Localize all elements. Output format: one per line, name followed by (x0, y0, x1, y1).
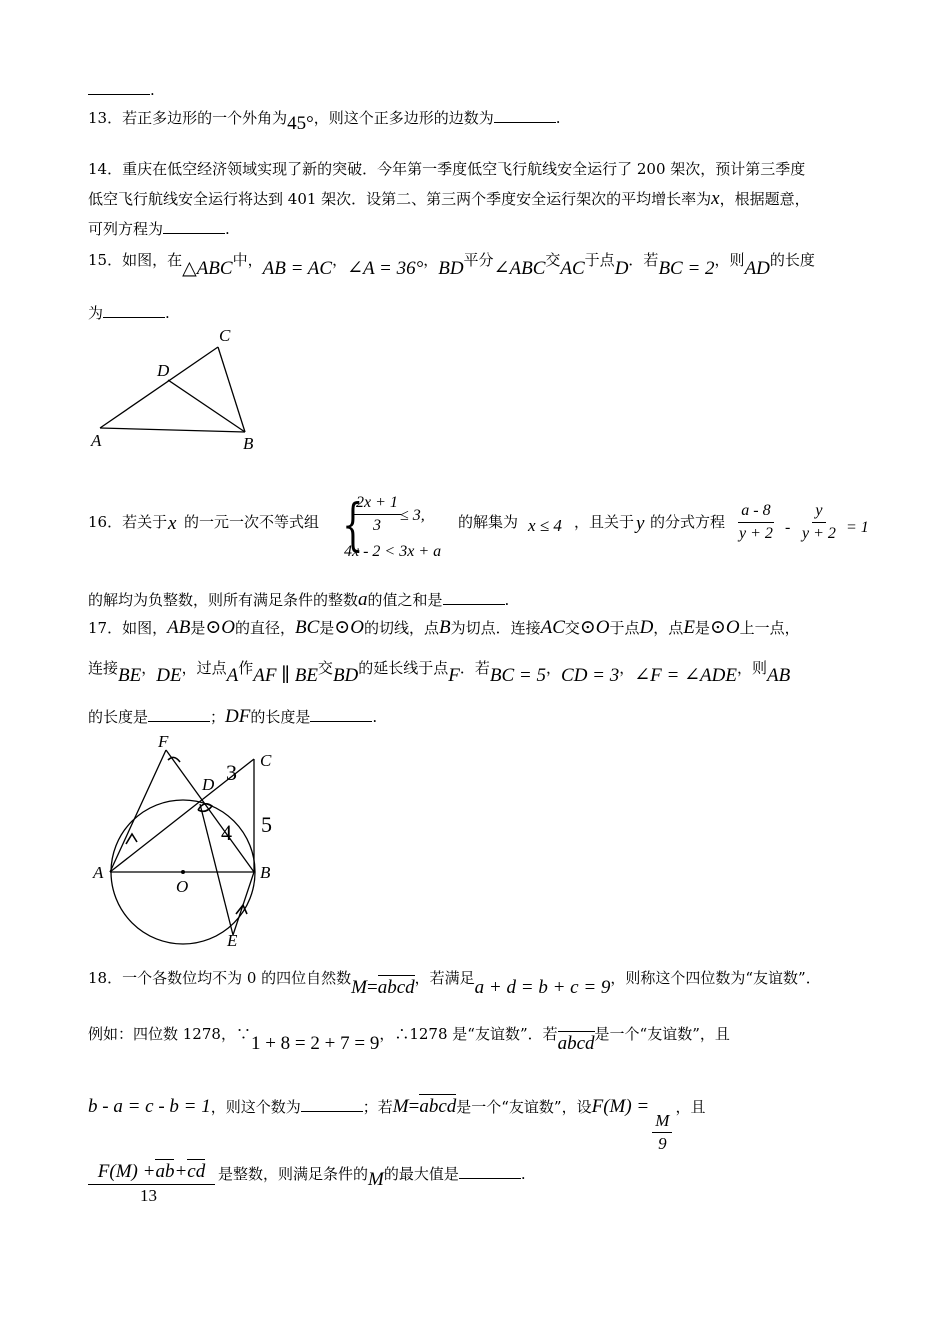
label-d: D (157, 361, 170, 380)
label-a: A (93, 863, 104, 882)
label-b: B (260, 863, 271, 882)
side-ab (100, 428, 245, 432)
figure-17 (88, 732, 288, 950)
handwritten-4: 4 (221, 820, 232, 845)
label-b: B (243, 434, 254, 453)
fraction-numerator: F(M) +ab+cd (88, 1160, 215, 1185)
question-18-line-1: 18．一个各数位均不为 0 的四位自然数M=abcd，若满足a + d = b + c = 9，则称这个四位数为“友谊数”． (88, 969, 821, 998)
label-c: C (219, 326, 231, 345)
question-17-line-2: 连接BE，DE，过点A作AF ∥ BE交BD的延长线于点F．若BC = 5，CD = 3，∠F = ∠ADE，则AB (88, 659, 791, 686)
question-14-line-2: 低空飞行航线安全运行将达到 401 架次．设第二、第三两个季度安全运行架次的平均增长率为x，根据题意， (88, 188, 810, 209)
label-f: F (158, 732, 169, 751)
inequality-1-fraction: $\frac{2x + 1}{3}$ (353, 492, 401, 537)
center-point (181, 870, 185, 874)
answer-blank-1 (148, 707, 210, 722)
question-15-line-1: 15．如图，在△ABC中，AB = AC，∠A = 36°，BD平分∠ABC交AC于点D．若BC = 2，则AD的长度 (88, 251, 815, 279)
angle-value: 45° (287, 113, 314, 134)
fraction-1: $\frac{a - 8}{y + 2}$ (739, 502, 773, 542)
answer-blank (103, 303, 165, 318)
parallel-mark-af (126, 834, 137, 844)
handwritten-5: 5 (261, 812, 272, 837)
figure-15 (85, 322, 270, 457)
system-brace: { (342, 493, 364, 558)
segment-bd (168, 380, 245, 432)
answer-blank (443, 590, 505, 605)
answer-blank (88, 80, 150, 95)
question-17-line-1: 17．如图，AB是⊙O的直径，BC是⊙O的切线，点B为切点．连接AC交⊙O于点D，点E是⊙O上一点， (88, 617, 800, 638)
answer-blank (494, 108, 556, 123)
label-o: O (176, 877, 189, 896)
side-bc (218, 347, 245, 432)
question-14-line-1: 14．重庆在低空经济领域实现了新的突破．今年第一季度低空飞行航线安全运行了 200 架次，预计第三季度 (88, 160, 806, 178)
answer-blank (163, 219, 225, 234)
handwritten-3: 3 (226, 760, 237, 785)
question-18-line-2: 例如：四位数 1278，∵1 + 8 = 2 + 7 = 9，∴1278 是“友谊数”．若abcd是一个“友谊数”，且 (88, 1025, 730, 1054)
question-15-line-2: 为 . (88, 304, 170, 322)
question-16-line-2: 的解均为负整数，则所有满足条件的整数a的值之和是 . (88, 589, 510, 610)
answer-blank-2 (459, 1164, 521, 1179)
segment-be (233, 872, 254, 935)
q12-tail: . (88, 80, 155, 100)
label-a: A (91, 431, 102, 450)
fraction-2: $\frac{y}{y + 2}$ (802, 502, 836, 542)
fraction-m-over-9: $\frac{M}{9}$ (652, 1110, 672, 1155)
label-c: C (260, 751, 272, 770)
segment-af (110, 750, 166, 872)
segment-fb (166, 750, 254, 872)
side-ac (100, 347, 218, 428)
question-13: 13．若正多边形的一个外角为45°，则这个正多边形的边数为 . (88, 109, 561, 134)
answer-blank-1 (301, 1097, 363, 1112)
question-18-line-3: b - a = c - b = 1，则这个数为 ；若M=abcd是一个“友谊数”，设F(M) = $\frac{M}{9}$ ，且 (88, 1096, 706, 1153)
answer-blank-2 (310, 707, 372, 722)
question-14-line-3: 可列方程为 . (88, 220, 230, 238)
label-e: E (227, 931, 238, 950)
label-d: D (202, 775, 215, 794)
question-17-line-3: 的长度是 ；DF的长度是 . (88, 706, 378, 727)
